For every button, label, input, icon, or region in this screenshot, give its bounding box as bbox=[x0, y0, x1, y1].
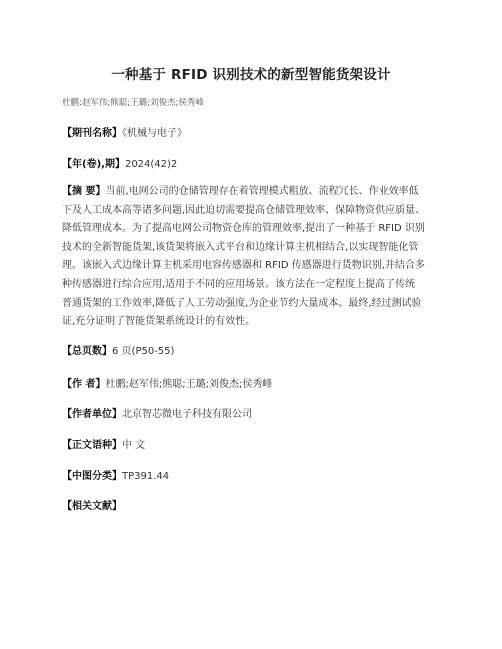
abstract-line-6: 种传感器进行综合应用,适用于不同的应用场景。该方法在一定程度上提高了传统 bbox=[62, 278, 416, 290]
journal-value: 《机械与电子》 bbox=[122, 128, 187, 139]
author-list: 杜鹏;赵军伟;熊聪;王璐;刘俊杰;侯秀峰 bbox=[62, 98, 204, 108]
document-title: 一种基于 RFID 识别技术的新型智能货架设计 bbox=[111, 67, 391, 83]
abstract-block bbox=[62, 183, 462, 332]
classification-field bbox=[62, 467, 169, 482]
abstract-line-7: 普通货架的工作效率,降低了人工劳动强度,为企业节约大量成本。最终,经过测试验 bbox=[62, 297, 422, 309]
abstract-line-1 bbox=[62, 183, 462, 202]
year-issue-value: 2024(42)2 bbox=[124, 159, 178, 170]
abstract-label: 【摘 要】 bbox=[62, 186, 106, 197]
journal-field bbox=[62, 124, 187, 139]
classification-value: TP391.44 bbox=[122, 471, 170, 482]
affiliation-value: 北京智芯微电子科技有限公司 bbox=[122, 409, 252, 420]
abstract-line-5: 理。该嵌入式边缘计算主机采用电容传感器和 RFID 传感器进行货物识别,并结合多 bbox=[62, 260, 425, 272]
affiliation-field bbox=[62, 405, 252, 420]
abstract-line-8: 证,充分证明了智能货架系统设计的有效性。 bbox=[62, 316, 256, 328]
abstract-line-3: 降低管理成本。为了提高电网公司物资仓库的管理效率,提出了一种基于 RFID 识别 bbox=[62, 223, 425, 235]
pages-value: 6 页(P50-55) bbox=[112, 346, 175, 357]
abstract-line-2: 下及人工成本高等诸多问题,因此迫切需要提高仓储管理效率、保障物资供应质量、 bbox=[62, 204, 426, 216]
language-value: 中 文 bbox=[122, 440, 146, 451]
pages-label: 【总页数】 bbox=[62, 346, 112, 357]
abstract-text: 当前,电网公司的仓储管理存在着管理模式粗放、流程冗长、作业效率低 bbox=[105, 186, 419, 197]
year-issue-label: 【年(卷),期】 bbox=[62, 159, 125, 170]
classification-label: 【中图分类】 bbox=[62, 471, 122, 482]
language-field bbox=[62, 436, 145, 451]
authors-label: 【作 者】 bbox=[62, 379, 106, 390]
authors-field bbox=[62, 375, 272, 390]
related-field bbox=[62, 497, 122, 512]
language-label: 【正文语种】 bbox=[62, 440, 122, 451]
pages-field bbox=[62, 342, 174, 357]
affiliation-label: 【作者单位】 bbox=[62, 409, 122, 420]
abstract-line-4: 技术的全新智能货架,该货架将嵌入式平台和边缘计算主机相结合,以实现智能化管 bbox=[62, 241, 419, 253]
related-label: 【相关文献】 bbox=[62, 501, 122, 512]
year-issue-field bbox=[62, 155, 177, 170]
authors-value: 杜鹏;赵军伟;熊聪;王璐;刘俊杰;侯秀峰 bbox=[105, 379, 273, 390]
journal-label: 【期刊名称】 bbox=[62, 128, 122, 139]
